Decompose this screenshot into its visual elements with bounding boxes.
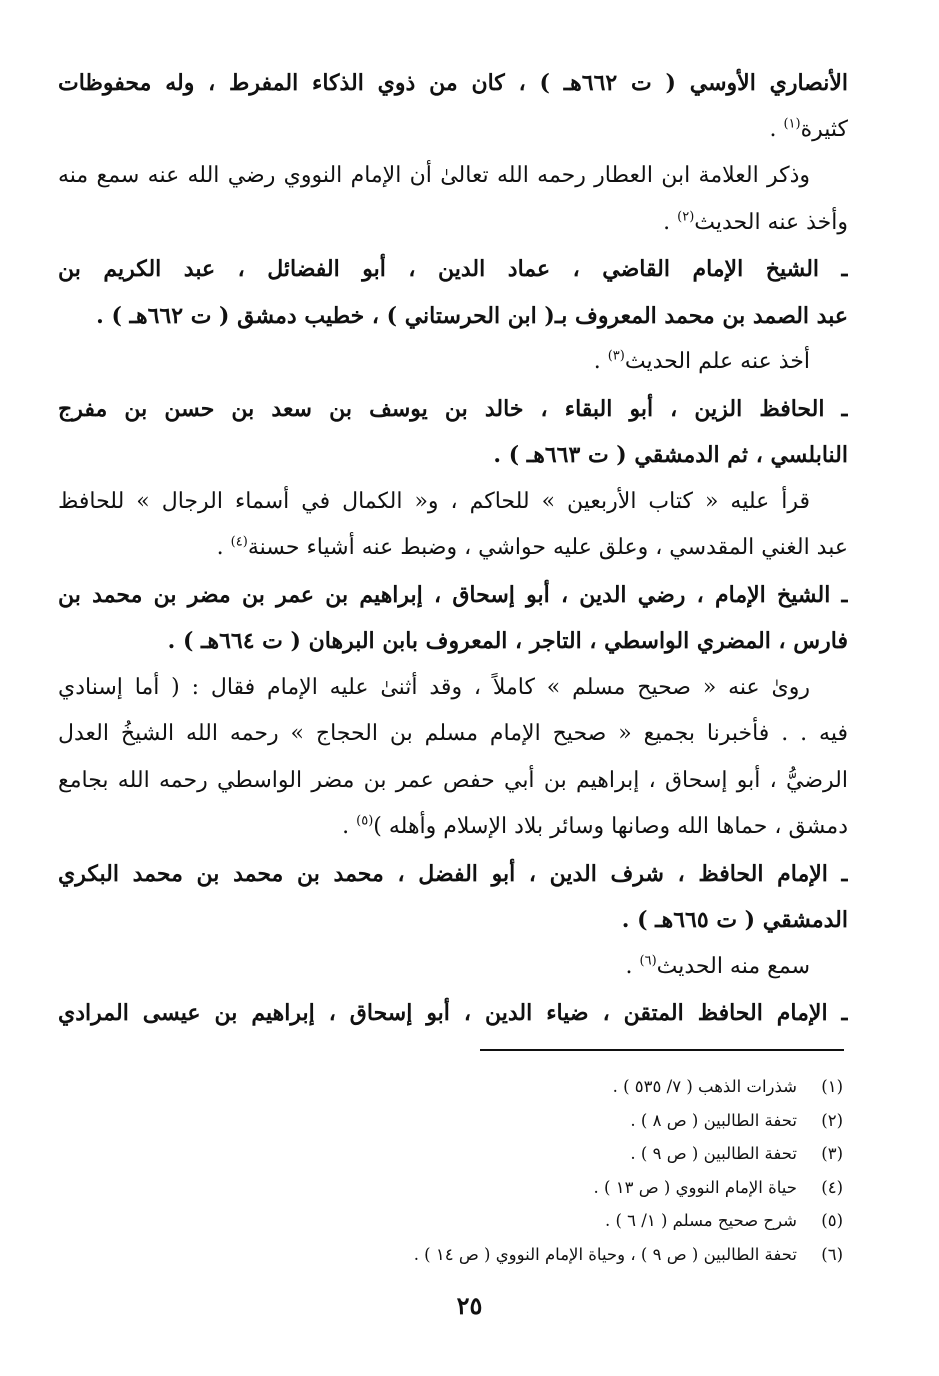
text-line [58,107,848,154]
text-line [58,990,848,1037]
text-line [58,897,848,944]
footnote-text: حياة الإمام النووي ( ص ١٣ ) . [593,1177,797,1197]
line-tail: . [663,209,678,235]
text-line [58,479,848,526]
footnote-item [243,1137,843,1171]
page-number: ٢٥ [456,1291,483,1320]
text-line [58,525,848,572]
line-tail: . [625,953,640,979]
line-text: ـ الشيخ الإمام القاضي ، عماد الدين ، أبو الفضائل ، عبد الكريم بن [58,256,848,282]
line-text: روىٰ عنه « صحيح مسلم » كاملاً ، وقد أثنىٰ عليه الإمام فقال : ( أما إسنادي [58,674,810,700]
text-line [58,944,848,991]
footnote-separator [480,1049,844,1051]
text-line [58,665,848,712]
line-tail: . [216,535,231,560]
line-text: ـ الحافظ الزين ، أبو البقاء ، خالد بن يوسف بن سعد بن حسن بن مفرج [58,395,848,422]
text-line [58,572,848,619]
text-line [58,153,848,200]
footnotes-list [243,1070,843,1271]
text-line [58,432,848,479]
footnote-number: (٢) [821,1110,843,1130]
line-text: كثيرة [800,116,848,142]
text-line [58,711,848,758]
line-text: دمشق ، حماها الله وصانها وسائر بلاد الإسلام وأهله ) [373,814,848,839]
line-text: الدمشقي ( ت ٦٦٥هـ ) . [621,907,848,933]
footnote-item [243,1171,843,1205]
line-text: عبد الصمد بن محمد المعروف بـ( ابن الحرستاني ) ، خطيب دمشق ( ت ٦٦٢هـ ) . [96,302,848,329]
line-text: أخذ عنه علم الحديث [624,349,810,374]
footnote-reference: (٥) [356,813,374,829]
footnote-item [243,1104,843,1138]
footnote-text: تحفة الطالبين ( ص ٩ ) . [630,1144,797,1163]
text-line [58,200,848,247]
text-line [58,60,848,107]
footnote-number: (١) [821,1077,843,1096]
footnote-number: (٣) [821,1144,843,1163]
line-text: ـ الشيخ الإمام ، رضي الدين ، أبو إسحاق ، إبراهيم بن عمر بن مضر بن محمد بن [58,581,848,608]
text-line [58,386,848,433]
footnote-reference: (١) [783,116,801,132]
line-text: وذكر العلامة ابن العطار رحمه الله تعالىٰ أن الإمام النووي رضي الله عنه سمع منه [58,163,810,188]
line-text: سمع منه الحديث [656,953,810,979]
page-body [58,60,848,1037]
line-text: وأخذ عنه الحديث [694,209,848,235]
footnote-text: تحفة الطالبين ( ص ٨ ) . [630,1110,797,1130]
line-tail: . [342,814,357,839]
footnote-number: (٥) [821,1211,843,1230]
line-tail: . [593,349,608,374]
text-line [58,293,848,340]
line-text: النابلسي ، ثم الدمشقي ( ت ٦٦٣هـ ) . [493,442,848,468]
line-text: الرضيُّ ، أبو إسحاق ، إبراهيم بن أبي حفص عمر بن مضر الواسطي رحمه الله بجامع [58,767,848,793]
line-text: الأنصاري الأوسي ( ت ٦٦٢هـ ) ، كان من ذوي الذكاء المفرط ، وله محفوظات [58,70,848,96]
footnote-text: شذرات الذهب ( ٧/ ٥٣٥ ) . [612,1077,797,1096]
line-text: ـ الإمام الحافظ ، شرف الدين ، أبو الفضل ، محمد بن محمد بن محمد البكري [58,860,848,887]
text-line [58,851,848,898]
footnote-reference: (٢) [677,209,695,225]
text-line [58,339,848,386]
text-line [58,246,848,293]
footnote-text: تحفة الطالبين ( ص ٩ ) ، وحياة الإمام النووي ( ص ١٤ ) . [413,1244,797,1264]
text-line [58,758,848,805]
footnote-item [243,1238,843,1272]
footnote-reference: (٤) [230,534,248,550]
line-text: فيه . . فأخبرنا بجميع « صحيح الإمام مسلم بن الحجاج » رحمه الله الشيخُ العدل [58,721,848,746]
text-line [58,804,848,851]
footnote-item [243,1070,843,1104]
line-text: قرأ عليه « كتاب الأربعين » للحاكم ، و« الكمال في أسماء الرجال » للحافظ [58,488,810,514]
line-tail: . [769,116,784,142]
footnote-text: شرح صحيح مسلم ( ١/ ٦ ) . [604,1211,797,1230]
footnote-number: (٤) [821,1177,843,1197]
text-line [58,618,848,665]
line-text: فارس ، المضري الواسطي ، التاجر ، المعروف بابن البرهان ( ت ٦٦٤هـ ) . [167,628,848,654]
line-text: ـ الإمام الحافظ المتقن ، ضياء الدين ، أبو إسحاق ، إبراهيم بن عيسى المرادي [58,1000,848,1026]
footnote-reference: (٦) [639,953,657,969]
footnote-number: (٦) [821,1244,843,1264]
footnote-item [243,1204,843,1238]
footnote-reference: (٣) [607,348,625,364]
line-text: عبد الغني المقدسي ، وعلق عليه حواشي ، وضبط عنه أشياء حسنة [247,535,848,560]
